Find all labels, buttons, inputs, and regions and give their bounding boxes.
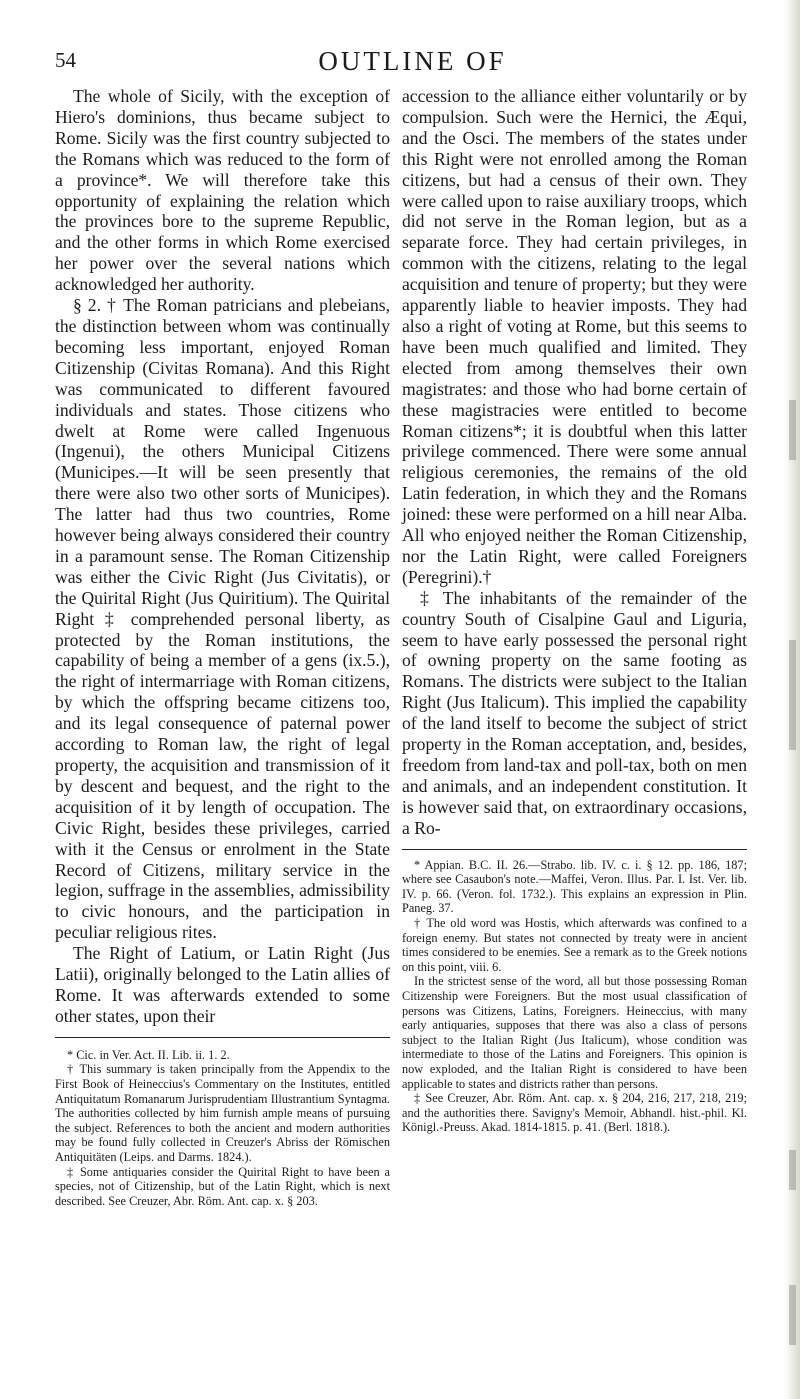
footnote: ‡ Some antiquaries consider the Quirital Right to have been a species, not of Citizenship, but of the Latin Right, which is next described. See Creuzer, Abr. Röm. Ant. cap. x. § 203. <box>55 1164 390 1208</box>
footnote: † The old word was Hostis, which afterwards was confined to a foreign enemy. But states not connected by treaty were in ancient times considered to be enemies. See a remark as to the Greek notions on this point, viii. 6. <box>402 916 747 974</box>
left-footnotes <box>55 1048 390 1209</box>
running-title: OUTLINE OF <box>318 46 507 76</box>
page-number: 54 <box>55 48 76 72</box>
paragraph: The Right of Latium, or Latin Right (Jus Latii), originally belonged to the Latin allies of Rome. It was afterwards extended to some other states, upon their <box>55 943 390 1026</box>
footnote-separator <box>55 1037 390 1038</box>
footnote: * Cic. in Ver. Act. II. Lib. ii. 1. 2. <box>67 1047 230 1062</box>
left-main-text <box>55 86 390 1027</box>
paragraph: ‡ The inhabitants of the remainder of the country South of Cisalpine Gaul and Liguria, seem to have early possessed the personal right of owning property on the same footing as Romans. The districts were subject to the Italian Right (Jus Italicum). This implied the capability of the land itself to become the subject of strict property in the Roman acceptation, and, besides, freedom from land-tax and poll-tax, both on men and animals, and an independent constitution. It is however said that, on extraordinary occasions, a Ro- <box>402 587 747 838</box>
page-header <box>55 48 770 78</box>
footnote-separator <box>402 849 747 850</box>
footnote: † This summary is taken principally from the Appendix to the First Book of Heineccius's Commentary on the Institutes, entitled Antiquitatum Romanarum Jurisprudentiam Illustrantium Syntagma. The authorities collected by him furnish ample means of pursuing the subject. References to both the ancient and modern authorities may be found fully collected in Creuzer's Abriss der Römischen Antiquitäten (Leips. and Darms. 1824.). <box>55 1062 390 1164</box>
left-column <box>55 86 390 1208</box>
paragraph: § 2. † The Roman patricians and plebeians, the distinction between whom was continually becoming less important, enjoyed Roman Citizenship (Civitas Romana). And this Right was communicated to different favoured individuals and states. Those citizens who dwelt at Rome were called Ingenuous (Ingenui), the others Municipal Citizens (Municipes.—It will be seen presently that there were also two other sorts of Municipes). The latter had thus two countries, Rome however being always considered their country in a paramount sense. The Roman Citizenship was either the Civic Right (Jus Civitatis), or the Quirital Right (Jus Quiritium). The Quirital Right ‡ comprehended personal liberty, as protected by the Roman institutions, the capability of being a member of a gens (ix.5.), the right of intermarriage with Roman citizens, by which the offspring became citizens too, and its legal consequence of paternal power according to Roman law, the right of legal property, the acquisition and transmission of it by descent and bequest, and the right to the acquisition of it by length of occupation. The Civic Right, besides these privileges, carried with it the Census or enrolment in the State Record of Citizens, military service in the legion, suffrage in the assemblies, admissibility to civic honours, and the participation in peculiar religious rites. <box>55 295 390 943</box>
right-column <box>402 86 747 1135</box>
footnote: * Appian. B.C. II. 26.—Strabo. lib. IV. c. i. § 12. pp. 186, 187; where see Casaubon's note.—Maffei, Veron. Illus. Par. I. Ist. Ver. lib. IV. p. 66. (Veron. fol. 1732.). This explains an expression in Plin. Paneg. 37. <box>402 857 747 916</box>
right-main-text <box>402 86 747 839</box>
right-footnotes <box>402 858 747 1135</box>
footnote: In the strictest sense of the word, all but those possessing Roman Citizenship were Foreigners. But the most usual classification of persons was Citizens, Latins, Foreigners. Heineccius, with many early antiquaries, supposes that there was also a class of persons subject to the Italian Right (Jus Italicum), whose condition was intermediate to those of the Latins and Foreigners. This opinion is now exploded, and the Italian Right is considered to have been applicable to states and districts rather than persons. <box>402 974 747 1091</box>
footnote: ‡ See Creuzer, Abr. Röm. Ant. cap. x. § 204, 216, 217, 218, 219; and the authorities there. Savigny's Memoir, Abhandl. hist.-phil. Kl. Königl.-Preuss. Akad. 1814-1815. p. 41. (Berl. 1818.). <box>402 1091 747 1135</box>
paragraph: The whole of Sicily, with the exception of Hiero's dominions, thus became subject to Rome. Sicily was the first country subjected to the Romans which was reduced to the form of a province*. We will therefore take this opportunity of explaining the relation which the provinces bore to the supreme Republic, and the other forms in which Rome exercised her power over the several nations which acknowledged her authority. <box>55 86 390 295</box>
paragraph: accession to the alliance either voluntarily or by compulsion. Such were the Hernici, the Æqui, and the Osci. The members of the states under this Right were not enrolled among the Roman citizens, but had a census of their own. They were called upon to raise auxiliary troops, which did not serve in the Roman legion, but as a separate force. They had certain privileges, in common with the citizens, relating to the legal acquisition and tenure of property; but they were apparently liable to heavier imposts. They had also a right of voting at Rome, but this seems to have been much qualified and limited. They elected from among themselves their own magistrates: and those who had borne certain of these magistracies were entitled to become Roman citizens*; it is doubtful when this latter privilege commenced. There were some annual religious ceremonies, the remains of the old Latin federation, in which they and the Romans joined: these were performed on a hill near Alba. All who enjoyed neither the Roman Citizenship, nor the Latin Right, were called Foreigners (Peregrini).† <box>402 86 747 587</box>
page-edge-shadow <box>784 0 800 1399</box>
